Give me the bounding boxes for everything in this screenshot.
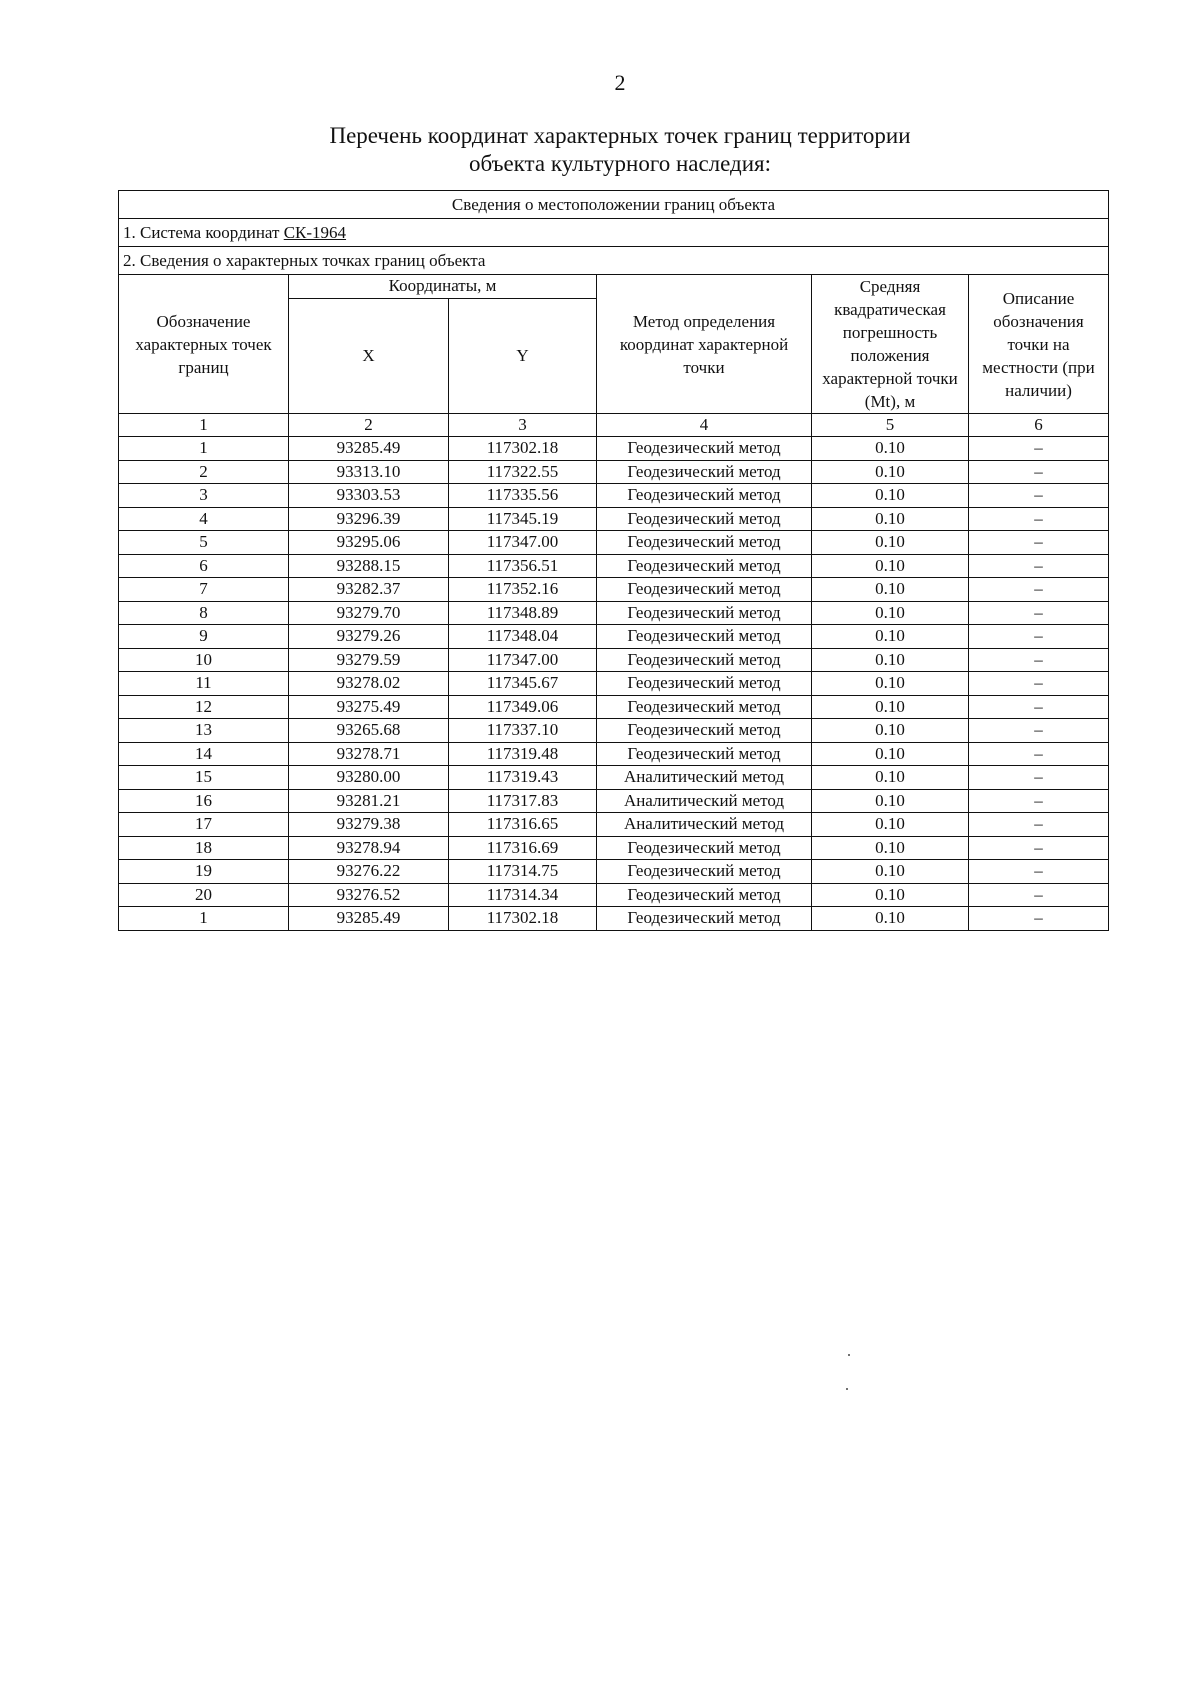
cell-y: 117347.00 [449,531,597,555]
cell-error: 0.10 [812,766,969,790]
cell-description: – [969,531,1109,555]
cell-x: 93303.53 [289,484,449,508]
col-number-6: 6 [969,414,1109,437]
cell-point: 20 [119,883,289,907]
cell-method: Аналитический метод [597,766,812,790]
cell-point: 7 [119,578,289,602]
cell-point: 12 [119,695,289,719]
cell-x: 93279.59 [289,648,449,672]
cell-description: – [969,719,1109,743]
cell-method: Геодезический метод [597,578,812,602]
cell-point: 19 [119,860,289,884]
cell-error: 0.10 [812,460,969,484]
cell-x: 93278.71 [289,742,449,766]
col-designation-header: Обозначение характерных точек границ [119,275,289,414]
title-line-1: Перечень координат характерных точек границ территории [329,123,911,148]
cell-description: – [969,460,1109,484]
col-y-header: Y [449,298,597,413]
cell-y: 117337.10 [449,719,597,743]
cell-method: Геодезический метод [597,860,812,884]
cell-point: 11 [119,672,289,696]
cell-x: 93275.49 [289,695,449,719]
cell-description: – [969,601,1109,625]
cell-error: 0.10 [812,484,969,508]
cell-method: Геодезический метод [597,437,812,461]
cell-description: – [969,766,1109,790]
page-number: 2 [614,70,626,95]
cell-y: 117347.00 [449,648,597,672]
table-row [119,531,1109,555]
cell-point: 4 [119,507,289,531]
cell-method: Геодезический метод [597,554,812,578]
cell-error: 0.10 [812,531,969,555]
cell-y: 117302.18 [449,437,597,461]
cell-x: 93278.94 [289,836,449,860]
table-row [119,437,1109,461]
document-title [0,122,1200,178]
cell-error: 0.10 [812,601,969,625]
cell-method: Геодезический метод [597,531,812,555]
cell-description: – [969,507,1109,531]
cell-description: – [969,648,1109,672]
cell-description: – [969,742,1109,766]
col-method-header: Метод определения координат характерной точки [597,275,812,414]
cell-point: 16 [119,789,289,813]
table-row [119,883,1109,907]
cell-method: Геодезический метод [597,460,812,484]
cell-description: – [969,484,1109,508]
table-row [119,672,1109,696]
cell-y: 117356.51 [449,554,597,578]
cell-x: 93285.49 [289,437,449,461]
cell-y: 117352.16 [449,578,597,602]
cell-error: 0.10 [812,860,969,884]
cell-method: Аналитический метод [597,789,812,813]
cell-method: Геодезический метод [597,695,812,719]
table-row [119,578,1109,602]
cell-error: 0.10 [812,672,969,696]
table-row [119,625,1109,649]
cell-description: – [969,813,1109,837]
col-coords-group-header: Координаты, м [289,275,597,299]
col-x-header: X [289,298,449,413]
coordinate-system-cell [119,219,1109,247]
table-row [119,719,1109,743]
cell-method: Аналитический метод [597,813,812,837]
cell-point: 10 [119,648,289,672]
cell-method: Геодезический метод [597,625,812,649]
table-row [119,766,1109,790]
table-row [119,742,1109,766]
table-row [119,554,1109,578]
cell-x: 93278.02 [289,672,449,696]
cell-point: 18 [119,836,289,860]
table-row [119,460,1109,484]
table-row [119,695,1109,719]
cell-description: – [969,836,1109,860]
table-row [119,813,1109,837]
cell-y: 117314.34 [449,883,597,907]
cell-x: 93282.37 [289,578,449,602]
cell-point: 14 [119,742,289,766]
cell-error: 0.10 [812,578,969,602]
cell-y: 117302.18 [449,907,597,931]
table-row [119,860,1109,884]
col-description-header: Описание обозначения точки на местности (при наличии) [969,275,1109,414]
title-line-2: объекта культурного наследия: [468,151,772,176]
cell-description: – [969,578,1109,602]
cell-description: – [969,789,1109,813]
cell-y: 117345.67 [449,672,597,696]
cell-error: 0.10 [812,719,969,743]
cell-y: 117348.04 [449,625,597,649]
cell-y: 117319.48 [449,742,597,766]
cell-point: 1 [119,907,289,931]
cell-point: 2 [119,460,289,484]
cell-error: 0.10 [812,648,969,672]
cell-error: 0.10 [812,437,969,461]
table-row [119,907,1109,931]
cell-x: 93281.21 [289,789,449,813]
cell-x: 93265.68 [289,719,449,743]
scan-speck [848,1354,850,1356]
cell-description: – [969,625,1109,649]
cell-description: – [969,554,1109,578]
cell-x: 93280.00 [289,766,449,790]
table-row [119,648,1109,672]
cell-error: 0.10 [812,507,969,531]
cell-x: 93313.10 [289,460,449,484]
cell-point: 6 [119,554,289,578]
table-row [119,601,1109,625]
cell-x: 93276.22 [289,860,449,884]
cell-error: 0.10 [812,695,969,719]
col-error-header: Средняя квадратическая погрешность положения характерной точки (Mt), м [812,275,969,414]
cell-point: 17 [119,813,289,837]
cell-description: – [969,437,1109,461]
cell-description: – [969,695,1109,719]
cell-method: Геодезический метод [597,507,812,531]
cell-y: 117349.06 [449,695,597,719]
cell-point: 9 [119,625,289,649]
cell-x: 93279.38 [289,813,449,837]
coordinates-table [118,190,1109,931]
cell-y: 117319.43 [449,766,597,790]
col-number-2: 2 [289,414,449,437]
table-row [119,836,1109,860]
cell-y: 117345.19 [449,507,597,531]
cell-error: 0.10 [812,742,969,766]
cell-y: 117348.89 [449,601,597,625]
cell-error: 0.10 [812,813,969,837]
col-number-4: 4 [597,414,812,437]
cell-x: 93295.06 [289,531,449,555]
points-info-header: 2. Сведения о характерных точках границ объекта [119,247,1109,275]
cell-point: 3 [119,484,289,508]
cell-x: 93296.39 [289,507,449,531]
table-row [119,789,1109,813]
cell-method: Геодезический метод [597,742,812,766]
cell-error: 0.10 [812,883,969,907]
cell-description: – [969,883,1109,907]
cell-method: Геодезический метод [597,907,812,931]
coordinate-system-label: 1. Система координат [123,222,284,242]
col-number-1: 1 [119,414,289,437]
table-row [119,507,1109,531]
cell-error: 0.10 [812,907,969,931]
cell-point: 8 [119,601,289,625]
cell-method: Геодезический метод [597,484,812,508]
scan-speck [846,1388,848,1390]
cell-point: 13 [119,719,289,743]
cell-x: 93279.70 [289,601,449,625]
cell-description: – [969,672,1109,696]
cell-point: 15 [119,766,289,790]
cell-method: Геодезический метод [597,601,812,625]
cell-y: 117314.75 [449,860,597,884]
cell-method: Геодезический метод [597,883,812,907]
cell-error: 0.10 [812,789,969,813]
cell-x: 93276.52 [289,883,449,907]
cell-method: Геодезический метод [597,672,812,696]
cell-y: 117316.69 [449,836,597,860]
table-main-header: Сведения о местоположении границ объекта [119,191,1109,219]
cell-y: 117317.83 [449,789,597,813]
cell-error: 0.10 [812,836,969,860]
cell-x: 93279.26 [289,625,449,649]
cell-y: 117316.65 [449,813,597,837]
coordinate-system-value: СК-1964 [283,222,347,242]
cell-method: Геодезический метод [597,719,812,743]
cell-method: Геодезический метод [597,648,812,672]
cell-description: – [969,907,1109,931]
table-row [119,484,1109,508]
cell-point: 5 [119,531,289,555]
col-number-3: 3 [449,414,597,437]
cell-x: 93288.15 [289,554,449,578]
cell-y: 117322.55 [449,460,597,484]
cell-description: – [969,860,1109,884]
col-number-5: 5 [812,414,969,437]
cell-x: 93285.49 [289,907,449,931]
cell-y: 117335.56 [449,484,597,508]
cell-error: 0.10 [812,554,969,578]
cell-error: 0.10 [812,625,969,649]
cell-method: Геодезический метод [597,836,812,860]
cell-point: 1 [119,437,289,461]
